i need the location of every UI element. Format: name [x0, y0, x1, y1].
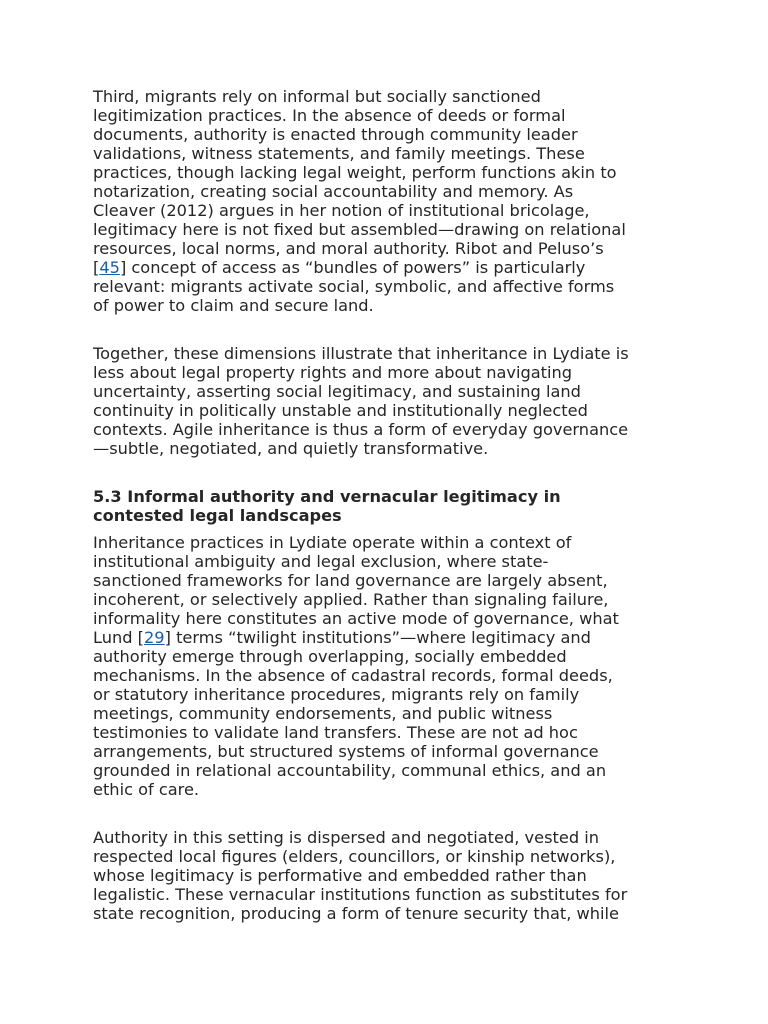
text-line: testimonies to validate land transfers. These are not ad hoc: [93, 723, 578, 742]
text-line: —subtle, negotiated, and quietly transformative.: [93, 439, 489, 458]
text-line: uncertainty, asserting social legitimacy, and sustaining land: [93, 382, 581, 401]
paragraph-dimensions-summary: [93, 344, 678, 458]
heading-line: 5.3 Informal authority and vernacular legitimacy in: [93, 487, 561, 506]
text-line: informality here constitutes an active mode of governance, what: [93, 609, 619, 628]
text-line: Together, these dimensions illustrate that inheritance in Lydiate is: [93, 344, 629, 363]
text-line: relevant: migrants activate social, symbolic, and affective forms: [93, 277, 615, 296]
text-line: legitimacy here is not fixed but assembled—drawing on relational: [93, 220, 626, 239]
text-line: grounded in relational accountability, communal ethics, and an: [93, 761, 607, 780]
text-line: of power to claim and secure land.: [93, 296, 374, 315]
text-line: ethic of care.: [93, 780, 200, 799]
text-line: contexts. Agile inheritance is thus a form of everyday governance: [93, 420, 629, 439]
text-line: continuity in politically unstable and institutionally neglected: [93, 401, 588, 420]
text-fragment: ] terms “twilight institutions”—where legitimacy and: [164, 628, 591, 647]
text-line: [93, 258, 678, 277]
text-line: Cleaver (2012) argues in her notion of institutional bricolage,: [93, 201, 590, 220]
document-body: [93, 87, 678, 952]
text-line: meetings, community endorsements, and public witness: [93, 704, 553, 723]
text-line: less about legal property rights and more about navigating: [93, 363, 573, 382]
text-line: practices, though lacking legal weight, perform functions akin to: [93, 163, 617, 182]
text-line: [93, 628, 678, 647]
text-line: legitimization practices. In the absence of deeds or formal: [93, 106, 566, 125]
text-line: Inheritance practices in Lydiate operate within a context of: [93, 533, 572, 552]
text-line: authority emerge through overlapping, socially embedded: [93, 647, 567, 666]
text-line: respected local figures (elders, councillors, or kinship networks),: [93, 847, 616, 866]
text-line: mechanisms. In the absence of cadastral records, formal deeds,: [93, 666, 613, 685]
text-line: legalistic. These vernacular institutions function as substitutes for: [93, 885, 628, 904]
text-line: arrangements, but structured systems of informal governance: [93, 742, 599, 761]
text-line: or statutory inheritance procedures, migrants rely on family: [93, 685, 580, 704]
text-line: documents, authority is enacted through community leader: [93, 125, 578, 144]
text-line: state recognition, producing a form of tenure security that, while: [93, 904, 619, 923]
text-line: validations, witness statements, and family meetings. These: [93, 144, 585, 163]
text-line: Third, migrants rely on informal but socially sanctioned: [93, 87, 541, 106]
text-line: Authority in this setting is dispersed and negotiated, vested in: [93, 828, 599, 847]
text-line: institutional ambiguity and legal exclusion, where state-: [93, 552, 549, 571]
text-fragment: ] concept of access as “bundles of powers” is particularly: [119, 258, 586, 277]
citation-link-45[interactable]: 45: [99, 258, 120, 277]
text-line: incoherent, or selectively applied. Rather than signaling failure,: [93, 590, 609, 609]
bracket-open: [: [93, 258, 100, 277]
text-line: whose legitimacy is performative and embedded rather than: [93, 866, 587, 885]
paragraph-inheritance-practices: [93, 533, 678, 799]
text-line: resources, local norms, and moral authority. Ribot and Peluso’s: [93, 239, 604, 258]
paragraph-informal-legitimization: [93, 87, 678, 315]
heading-line: contested legal landscapes: [93, 506, 342, 525]
text-line: notarization, creating social accountability and memory. As: [93, 182, 574, 201]
text-line: sanctioned frameworks for land governance are largely absent,: [93, 571, 608, 590]
paragraph-dispersed-authority: [93, 828, 678, 923]
text-fragment: Lund [: [93, 628, 144, 647]
section-heading: [93, 487, 678, 525]
citation-link-29[interactable]: 29: [144, 628, 165, 647]
